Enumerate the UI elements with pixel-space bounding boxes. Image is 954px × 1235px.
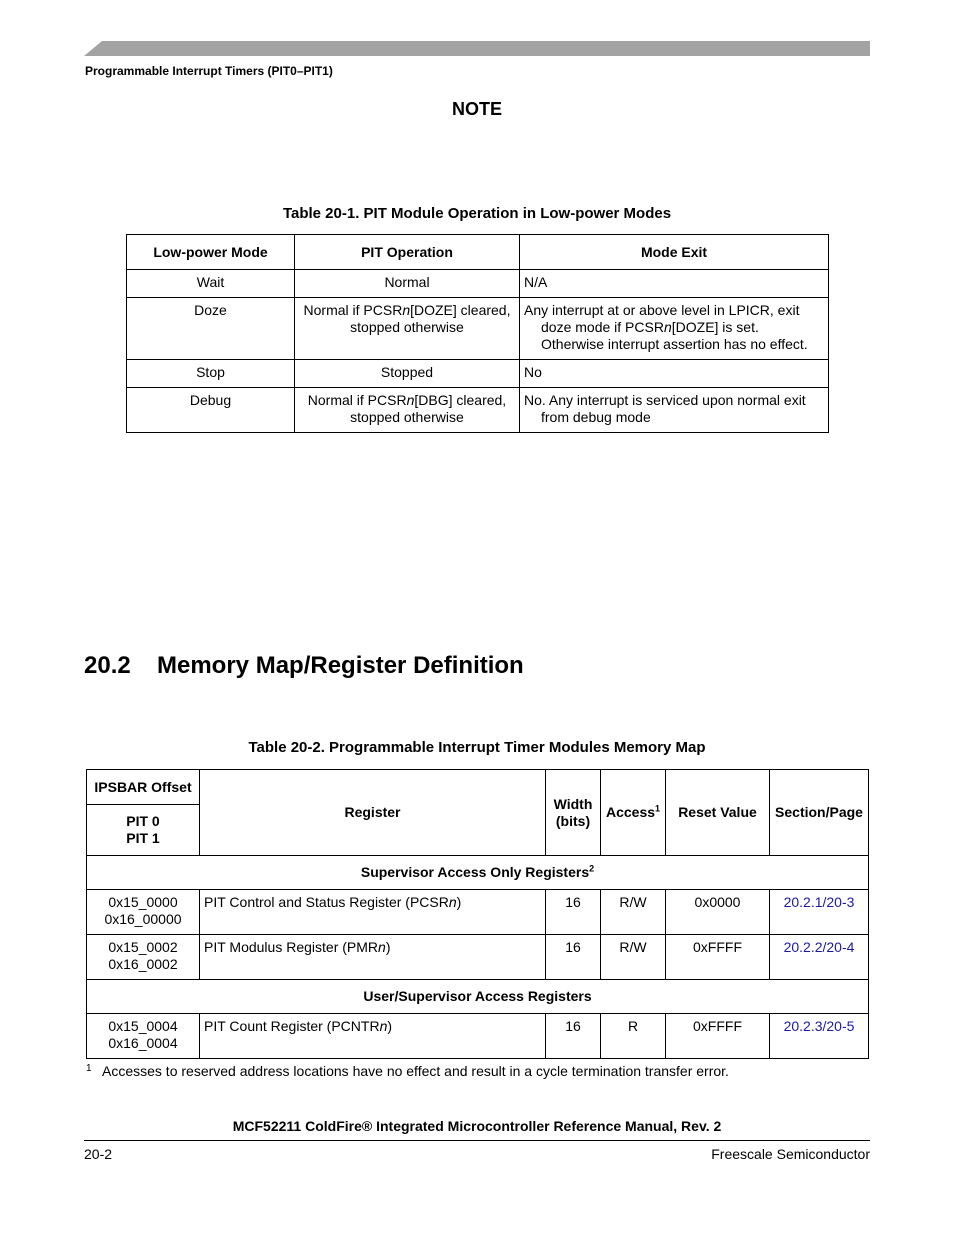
offset-cell bbox=[87, 935, 200, 980]
note-title: NOTE bbox=[451, 99, 502, 119]
section-number: 20.2 bbox=[84, 652, 131, 679]
width-cell: 16 bbox=[546, 935, 601, 980]
column-header-section-page: Section/Page bbox=[770, 770, 869, 856]
width-header-line2: (bits) bbox=[555, 812, 591, 829]
mode-exit-cell: N/A bbox=[520, 270, 829, 298]
footnote-ref: 2 bbox=[589, 863, 595, 874]
mode-exit-text: [DOZE] is set. Otherwise interrupt assertion has no effect. bbox=[541, 319, 808, 352]
register-suffix: ) bbox=[385, 939, 391, 955]
mode-cell: Stop bbox=[127, 360, 295, 388]
register-index: n bbox=[448, 894, 457, 910]
footer-title: MCF52211 ColdFire® Integrated Microcontroller Reference Manual, Rev. 2 bbox=[232, 1118, 722, 1134]
section-heading bbox=[84, 652, 524, 680]
company-name: Freescale Semiconductor bbox=[711, 1146, 870, 1162]
access-header-label: Access bbox=[605, 804, 656, 820]
table-row bbox=[87, 1014, 869, 1059]
mode-exit-text: Any interrupt at or above level in LPICR, exit doze mode if PCSR bbox=[524, 302, 800, 335]
column-header-mode: Low-power Mode bbox=[127, 235, 295, 270]
pit0-offset: 0x15_0002 bbox=[108, 939, 178, 955]
group-label: Supervisor Access Only Registers bbox=[360, 864, 590, 880]
access-cell: R bbox=[601, 1014, 666, 1059]
operation-cell: Normal bbox=[295, 270, 520, 298]
register-index: n bbox=[378, 939, 386, 955]
register-cell bbox=[200, 890, 546, 935]
pit1-label: PIT 1 bbox=[126, 830, 160, 846]
register-suffix: ) bbox=[387, 1018, 393, 1034]
pit0-label: PIT 0 bbox=[126, 813, 160, 829]
running-head: Programmable Interrupt Timers (PIT0–PIT1) bbox=[85, 64, 333, 78]
table-row bbox=[87, 890, 869, 935]
mode-exit-cell: No bbox=[520, 360, 829, 388]
section-page-cell bbox=[770, 890, 869, 935]
access-cell: R/W bbox=[601, 890, 666, 935]
section-page-cell bbox=[770, 1014, 869, 1059]
column-header-pit-offsets bbox=[87, 805, 200, 856]
column-header-access bbox=[601, 770, 666, 856]
group-supervisor-only bbox=[87, 856, 869, 890]
table-row bbox=[127, 298, 829, 360]
register-cell bbox=[200, 935, 546, 980]
section-page-cell bbox=[770, 935, 869, 980]
register-index: n bbox=[379, 1018, 388, 1034]
register-index: n bbox=[406, 392, 415, 408]
mode-exit-cell: No. Any interrupt is serviced upon normal exit from debug mode bbox=[520, 388, 829, 433]
footnote-mark: 1 bbox=[86, 1063, 92, 1074]
column-header-operation: PIT Operation bbox=[295, 235, 520, 270]
access-cell: R/W bbox=[601, 935, 666, 980]
footer-rule bbox=[84, 1140, 870, 1141]
reset-value-cell: 0xFFFF bbox=[666, 935, 770, 980]
width-header-line1: Width bbox=[553, 795, 593, 812]
header-bar bbox=[84, 41, 870, 56]
operation-cell bbox=[295, 388, 520, 433]
section-title: Memory Map/Register Definition bbox=[157, 652, 524, 679]
pit0-offset: 0x15_0004 bbox=[108, 1018, 178, 1034]
table-row bbox=[127, 360, 829, 388]
table-row bbox=[127, 388, 829, 433]
group-row bbox=[87, 856, 869, 890]
pit1-offset: 0x16_00000 bbox=[104, 911, 182, 927]
register-index: n bbox=[402, 302, 411, 318]
operation-text: [DOZE] cleared, stopped otherwise bbox=[350, 302, 511, 335]
table-row bbox=[127, 270, 829, 298]
low-power-modes-table bbox=[126, 234, 829, 433]
table-1-caption: Table 20-1. PIT Module Operation in Low-power Modes bbox=[282, 205, 672, 222]
column-header-register: Register bbox=[200, 770, 546, 856]
section-link[interactable]: 20.2.3/20-5 bbox=[783, 1018, 855, 1034]
group-row bbox=[87, 980, 869, 1014]
operation-text: Normal if PCSR bbox=[303, 302, 403, 318]
mode-cell: Debug bbox=[127, 388, 295, 433]
register-index: n bbox=[663, 319, 672, 335]
register-suffix: ) bbox=[456, 894, 462, 910]
table-header-row bbox=[127, 235, 829, 270]
table-row bbox=[87, 935, 869, 980]
pit1-offset: 0x16_0002 bbox=[108, 956, 178, 972]
group-user-supervisor: User/Supervisor Access Registers bbox=[87, 980, 869, 1014]
table-header-row bbox=[87, 770, 869, 805]
mode-exit-cell bbox=[520, 298, 829, 360]
page-number: 20-2 bbox=[84, 1146, 113, 1162]
mode-cell: Wait bbox=[127, 270, 295, 298]
register-name: PIT Modulus Register (PMR bbox=[204, 939, 379, 955]
offset-cell bbox=[87, 1014, 200, 1059]
reset-value-cell: 0xFFFF bbox=[666, 1014, 770, 1059]
operation-cell: Stopped bbox=[295, 360, 520, 388]
column-header-ipsbar-offset: IPSBAR Offset bbox=[87, 770, 200, 805]
mode-cell: Doze bbox=[127, 298, 295, 360]
section-link[interactable]: 20.2.1/20-3 bbox=[783, 894, 855, 910]
register-name: PIT Control and Status Register (PCSR bbox=[204, 894, 449, 910]
operation-cell bbox=[295, 298, 520, 360]
column-header-mode-exit: Mode Exit bbox=[520, 235, 829, 270]
offset-cell bbox=[87, 890, 200, 935]
register-name: PIT Count Register (PCNTR bbox=[204, 1018, 380, 1034]
footnote bbox=[86, 1063, 876, 1079]
memory-map-table bbox=[86, 769, 869, 1059]
operation-text: Normal if PCSR bbox=[307, 392, 407, 408]
reset-value-cell: 0x0000 bbox=[666, 890, 770, 935]
footnote-ref: 1 bbox=[655, 803, 661, 814]
pit0-offset: 0x15_0000 bbox=[108, 894, 178, 910]
footnote-text: Accesses to reserved address locations have no effect and result in a cycle termination transfer error. bbox=[102, 1063, 729, 1079]
table-2-caption: Table 20-2. Programmable Interrupt Timer Modules Memory Map bbox=[248, 739, 706, 756]
column-header-reset-value: Reset Value bbox=[666, 770, 770, 856]
section-link[interactable]: 20.2.2/20-4 bbox=[783, 939, 855, 955]
register-cell bbox=[200, 1014, 546, 1059]
column-header-width bbox=[546, 770, 601, 856]
operation-text: [DBG] cleared, stopped otherwise bbox=[350, 392, 507, 425]
width-cell: 16 bbox=[546, 890, 601, 935]
pit1-offset: 0x16_0004 bbox=[108, 1035, 178, 1051]
width-cell: 16 bbox=[546, 1014, 601, 1059]
